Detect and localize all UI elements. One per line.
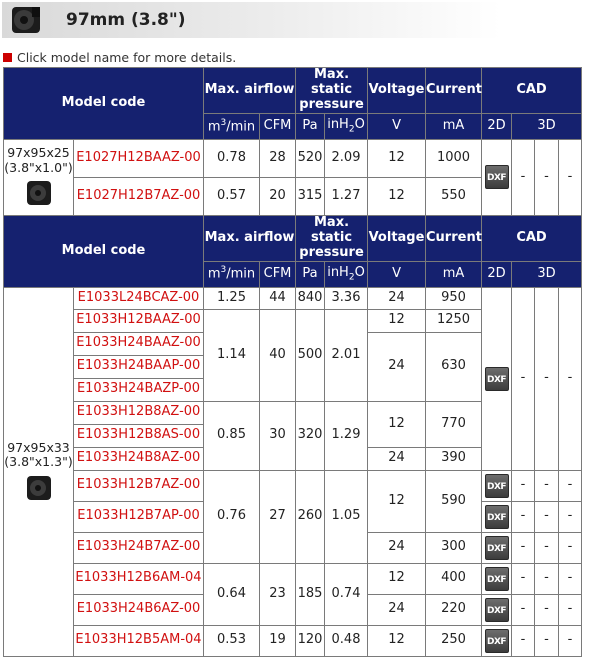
voltage-value: 12 — [368, 401, 426, 447]
airflow-m3min: 0.64 — [204, 563, 260, 625]
pressure-inh2o: 1.05 — [325, 470, 368, 563]
header-model-code: Model code — [4, 68, 204, 140]
model-link[interactable]: E1033H24BAAP-00 — [74, 355, 204, 378]
pressure-pa: 500 — [296, 309, 325, 401]
airflow-m3min: 1.14 — [204, 309, 260, 401]
pressure-inh2o: 3.36 — [325, 287, 368, 309]
cad-3d-dash: - — [559, 287, 582, 470]
voltage-value: 12 — [368, 470, 426, 532]
unit-ma: mA — [426, 113, 482, 139]
airflow-cfm: 27 — [260, 470, 296, 563]
size-cell — [4, 287, 74, 656]
cad-3d-dash: - — [512, 139, 535, 215]
cad-3d-dash: - — [512, 563, 535, 594]
airflow-m3min: 0.85 — [204, 401, 260, 470]
airflow-cfm: 30 — [260, 401, 296, 470]
header-voltage: Voltage — [368, 215, 426, 261]
voltage-value: 12 — [368, 309, 426, 332]
pressure-inh2o: 1.27 — [325, 177, 368, 215]
airflow-cfm: 40 — [260, 309, 296, 401]
header-cad: CAD — [482, 68, 582, 114]
pressure-pa: 840 — [296, 287, 325, 309]
cad-3d-dash: - — [535, 139, 559, 215]
cad-3d-dash: - — [512, 470, 535, 501]
size-dimensions: 97x95x25 — [7, 145, 70, 161]
table-row — [4, 287, 582, 309]
current-value: 550 — [426, 177, 482, 215]
airflow-m3min: 0.53 — [204, 625, 260, 656]
header-current: Current — [426, 215, 482, 261]
cad-3d-dash: - — [559, 594, 582, 625]
voltage-value: 24 — [368, 532, 426, 563]
current-value: 630 — [426, 332, 482, 401]
pressure-inh2o: 2.01 — [325, 309, 368, 401]
cad-3d: 3D — [512, 261, 582, 287]
cad-2d: 2D — [482, 113, 512, 139]
header-max-static-pressure: Max. static pressure — [296, 215, 368, 261]
pressure-pa: 315 — [296, 177, 325, 215]
spec-table — [3, 67, 582, 657]
voltage-value: 24 — [368, 332, 426, 401]
table-row — [4, 563, 582, 594]
unit-pa: Pa — [296, 113, 325, 139]
pressure-pa: 120 — [296, 625, 325, 656]
cad-2d-cell — [482, 470, 512, 501]
header-max-airflow: Max. airflow — [204, 68, 296, 114]
cad-2d-cell — [482, 501, 512, 532]
cad-3d-dash: - — [535, 594, 559, 625]
voltage-value: 24 — [368, 287, 426, 309]
header-model-code: Model code — [4, 215, 204, 287]
cad-2d-cell — [482, 625, 512, 656]
pressure-inh2o: 2.09 — [325, 139, 368, 177]
current-value: 590 — [426, 470, 482, 532]
dxf-download-icon[interactable]: DXF — [485, 474, 509, 498]
voltage-value: 24 — [368, 447, 426, 470]
instruction-text: Click model name for more details. — [17, 49, 237, 65]
cad-3d-dash: - — [559, 470, 582, 501]
current-value: 390 — [426, 447, 482, 470]
airflow-m3min: 0.78 — [204, 139, 260, 177]
cad-3d-dash: - — [535, 625, 559, 656]
voltage-value: 24 — [368, 594, 426, 625]
dxf-download-icon[interactable]: DXF — [485, 598, 509, 622]
model-link[interactable]: E1033H12B7AZ-00 — [74, 470, 204, 501]
model-link[interactable]: E1033H12B7AP-00 — [74, 501, 204, 532]
blower-fan-icon — [24, 178, 54, 208]
unit-m3min: $m^3/\min$ — [204, 261, 260, 287]
cad-3d-dash: - — [535, 501, 559, 532]
model-link[interactable]: E1027H12B7AZ-00 — [74, 177, 204, 215]
model-link[interactable]: E1033H12B8AS-00 — [74, 424, 204, 447]
model-link[interactable]: E1033H24B6AZ-00 — [74, 594, 204, 625]
cad-3d-dash: - — [512, 625, 535, 656]
cad-3d: 3D — [512, 113, 582, 139]
model-link[interactable]: E1033H24BAAZ-00 — [74, 332, 204, 355]
section-header — [2, 2, 589, 38]
pressure-pa: 260 — [296, 470, 325, 563]
current-value: 1250 — [426, 309, 482, 332]
current-value: 300 — [426, 532, 482, 563]
cad-3d-dash: - — [535, 287, 559, 470]
size-cell — [4, 139, 74, 215]
model-link[interactable]: E1033H12B6AM-04 — [74, 563, 204, 594]
cad-3d-dash: - — [512, 287, 535, 470]
dxf-download-icon[interactable]: DXF — [485, 505, 509, 529]
cad-3d-dash: - — [559, 563, 582, 594]
model-link[interactable]: E1033L24BCAZ-00 — [74, 287, 204, 309]
airflow-m3min: 0.57 — [204, 177, 260, 215]
current-value: 400 — [426, 563, 482, 594]
pressure-pa: 520 — [296, 139, 325, 177]
current-value: 770 — [426, 401, 482, 447]
dxf-download-icon[interactable]: DXF — [485, 567, 509, 591]
cad-3d-dash: - — [559, 501, 582, 532]
cad-2d-cell — [482, 594, 512, 625]
airflow-m3min: 1.25 — [204, 287, 260, 309]
cad-3d-dash: - — [535, 470, 559, 501]
cad-3d-dash: - — [559, 625, 582, 656]
pressure-inh2o: 1.29 — [325, 401, 368, 470]
dxf-download-icon[interactable]: DXF — [485, 367, 509, 391]
header-current: Current — [426, 68, 482, 114]
model-link[interactable]: E1033H24B8AZ-00 — [74, 447, 204, 470]
unit-m3min: $m^3/\min$ — [204, 113, 260, 139]
model-link[interactable]: E1027H12BAAZ-00 — [74, 139, 204, 177]
cad-2d-cell — [482, 139, 512, 215]
bullet-square-icon — [3, 53, 12, 62]
header-voltage: Voltage — [368, 68, 426, 114]
voltage-value: 12 — [368, 625, 426, 656]
pressure-pa: 185 — [296, 563, 325, 625]
pressure-pa: 320 — [296, 401, 325, 470]
unit-inh2o: inH$_2$O — [325, 113, 368, 139]
cad-3d-dash: - — [535, 563, 559, 594]
unit-pa: Pa — [296, 261, 325, 287]
cad-3d-dash: - — [559, 139, 582, 215]
model-link[interactable]: E1033H12B8AZ-00 — [74, 401, 204, 424]
unit-v: V — [368, 113, 426, 139]
size-inches: (3.8"x1.3") — [4, 454, 73, 470]
unit-inh2o: inH$_2$O — [325, 261, 368, 287]
table-row — [4, 470, 582, 501]
airflow-cfm: 19 — [260, 625, 296, 656]
airflow-cfm: 23 — [260, 563, 296, 625]
header-max-airflow: Max. airflow — [204, 215, 296, 261]
voltage-value: 12 — [368, 139, 426, 177]
unit-v: V — [368, 261, 426, 287]
cad-2d-cell — [482, 563, 512, 594]
dxf-download-icon[interactable]: DXF — [485, 536, 509, 560]
blower-fan-icon — [6, 4, 44, 36]
table-row — [4, 139, 582, 177]
unit-cfm: CFM — [260, 261, 296, 287]
model-link[interactable]: E1033H12BAAZ-00 — [74, 309, 204, 332]
airflow-cfm: 44 — [260, 287, 296, 309]
cad-2d-cell — [482, 532, 512, 563]
voltage-value: 12 — [368, 177, 426, 215]
current-value: 250 — [426, 625, 482, 656]
header-cad: CAD — [482, 215, 582, 261]
header-max-static-pressure: Max. static pressure — [296, 68, 368, 114]
model-link[interactable]: E1033H24BAZP-00 — [74, 378, 204, 401]
unit-ma: mA — [426, 261, 482, 287]
model-link[interactable]: E1033H24B7AZ-00 — [74, 532, 204, 563]
instruction-note — [0, 47, 591, 67]
current-value: 220 — [426, 594, 482, 625]
cad-3d-dash: - — [559, 532, 582, 563]
cad-3d-dash: - — [512, 532, 535, 563]
airflow-cfm: 20 — [260, 177, 296, 215]
page-title: 97mm (3.8") — [66, 10, 186, 30]
current-value: 1000 — [426, 139, 482, 177]
cad-3d-dash: - — [512, 501, 535, 532]
dxf-download-icon[interactable]: DXF — [485, 629, 509, 653]
cad-3d-dash: - — [512, 594, 535, 625]
blower-fan-icon — [24, 473, 54, 503]
pressure-inh2o: 0.74 — [325, 563, 368, 625]
airflow-m3min: 0.76 — [204, 470, 260, 563]
table-row — [4, 625, 582, 656]
dxf-download-icon[interactable]: DXF — [485, 165, 509, 189]
voltage-value: 12 — [368, 563, 426, 594]
unit-cfm: CFM — [260, 113, 296, 139]
cad-3d-dash: - — [535, 532, 559, 563]
size-dimensions: 97x95x33 — [7, 439, 70, 455]
pressure-inh2o: 0.48 — [325, 625, 368, 656]
airflow-cfm: 28 — [260, 139, 296, 177]
current-value: 950 — [426, 287, 482, 309]
cad-2d-cell — [482, 287, 512, 470]
cad-2d: 2D — [482, 261, 512, 287]
model-link[interactable]: E1033H12B5AM-04 — [74, 625, 204, 656]
size-inches: (3.8"x1.0") — [4, 159, 73, 175]
